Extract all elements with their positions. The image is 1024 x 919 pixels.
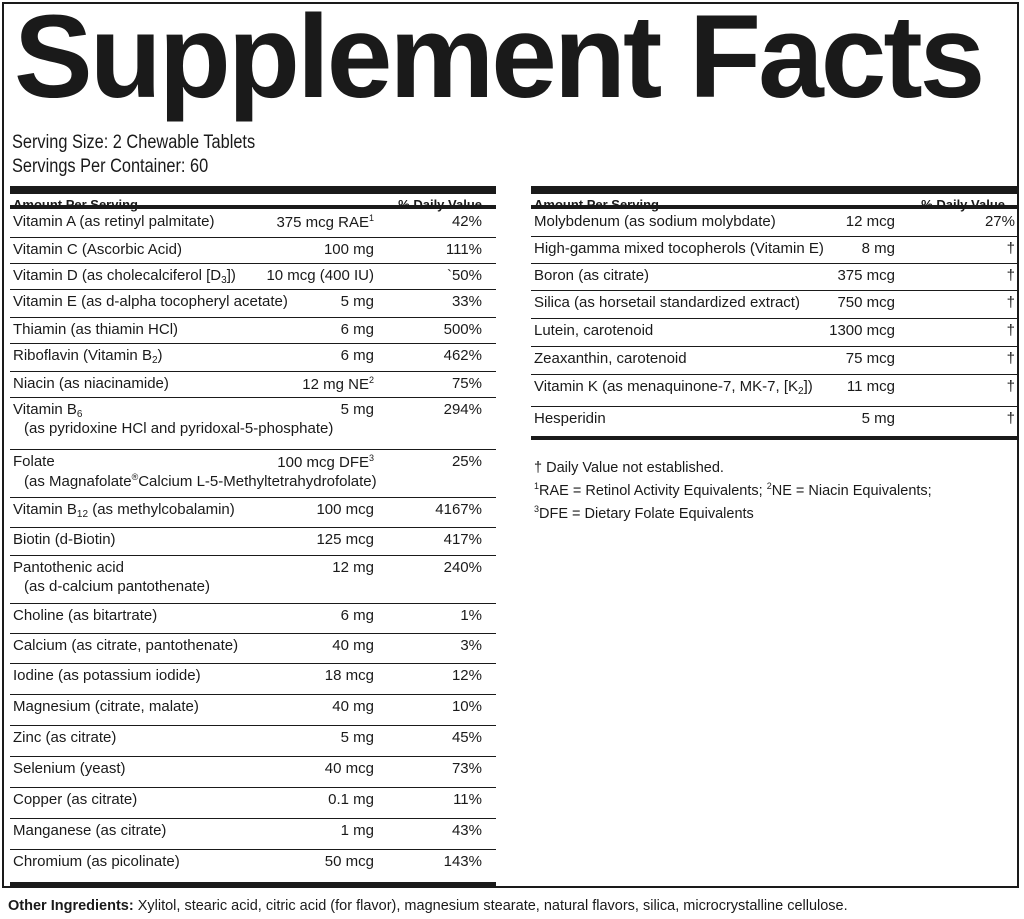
nutrient-name-text: Copper (as citrate) <box>13 791 138 808</box>
daily-value-header: % Daily Value <box>398 197 482 212</box>
nutrient-amount-text: 6 mg <box>340 347 374 364</box>
nutrient-name-subscript: 6 <box>76 409 83 420</box>
nutrient-amount-text: 100 mg <box>323 241 374 258</box>
nutrient-amount-text: 750 mcg <box>837 294 895 311</box>
nutrient-row <box>10 289 496 318</box>
nutrient-name-text: ]) <box>226 267 236 284</box>
nutrient-daily-value: 11% <box>453 791 482 808</box>
nutrient-amount <box>847 378 895 395</box>
nutrient-row <box>531 209 1019 237</box>
nutrient-amount-text: 1300 mcg <box>829 322 895 339</box>
nutrient-row <box>10 209 496 238</box>
nutrient-name <box>13 293 288 310</box>
nutrient-name <box>13 853 180 870</box>
nutrient-daily-value: 294% <box>443 401 482 418</box>
nutrient-amount-text: 10 mcg (400 IU) <box>266 267 374 284</box>
nutrient-amount-text: 125 mcg <box>316 531 374 548</box>
nutrient-name-text: Vitamin C (Ascorbic Acid) <box>13 241 182 258</box>
nutrient-row <box>10 663 496 695</box>
nutrient-amount <box>328 791 374 808</box>
nutrient-source <box>24 472 377 490</box>
nutrient-row <box>531 346 1019 375</box>
nutrient-name-text: Hesperidin <box>534 410 606 427</box>
nutrient-name <box>534 410 606 427</box>
nutrient-amount-text: 375 mcg RAE <box>276 214 369 231</box>
nutrient-daily-value: † <box>1006 410 1015 427</box>
nutrient-amount-text: 12 mcg <box>845 213 895 230</box>
nutrient-name <box>13 760 126 777</box>
nutrient-amount-text: 75 mcg <box>845 350 895 367</box>
nutrient-amount <box>332 559 374 576</box>
nutrient-amount-text: 1 mg <box>340 822 374 839</box>
right-nutrient-table <box>531 186 1019 452</box>
nutrient-daily-value: 45% <box>451 729 482 746</box>
nutrient-source-text: (as Magnafolate <box>24 473 132 490</box>
nutrient-row <box>531 263 1019 291</box>
nutrient-name-text: Calcium (as citrate, pantothenate) <box>13 637 239 654</box>
nutrient-amount-text: 5 mg <box>340 729 374 746</box>
nutrient-daily-value: 75% <box>451 375 482 392</box>
nutrient-row <box>10 787 496 819</box>
footnote-mark: 2 <box>368 375 374 385</box>
nutrient-daily-value: † <box>1006 240 1015 257</box>
nutrient-daily-value: 143% <box>443 853 482 870</box>
footnote-2-mark: 2 <box>766 481 772 491</box>
footnote-mark: 1 <box>368 213 374 223</box>
footnote-dagger: † Daily Value not established. <box>534 460 724 476</box>
nutrient-name-subscript: 12 <box>76 509 89 520</box>
nutrient-source <box>24 420 333 437</box>
nutrient-name-text: Vitamin A (as retinyl palmitate) <box>13 213 215 230</box>
nutrient-amount <box>846 213 895 230</box>
nutrient-amount <box>341 293 374 310</box>
nutrient-source-text: (as pyridoxine HCl and pyridoxal-5-phosphate) <box>24 420 334 437</box>
nutrient-daily-value: 10% <box>451 698 482 715</box>
nutrient-amount <box>341 321 374 338</box>
nutrient-name-text: Magnesium (citrate, malate) <box>13 698 199 715</box>
nutrient-name <box>13 267 236 286</box>
nutrient-row <box>10 725 496 757</box>
nutrient-row <box>10 756 496 788</box>
nutrient-amount <box>846 350 895 367</box>
nutrient-name-text: Vitamin E (as d-alpha tocopheryl acetate) <box>13 293 288 310</box>
daily-value-header: % Daily Value <box>921 197 1005 212</box>
footnote-3-text: DFE = Dietary Folate Equivalents <box>539 506 754 522</box>
nutrient-amount <box>266 267 374 284</box>
nutrient-amount <box>341 401 374 418</box>
nutrient-name-text: (as methylcobalamin) <box>88 501 235 518</box>
nutrient-name-text: Vitamin K (as menaquinone-7, MK-7, [K <box>534 378 799 395</box>
nutrient-row <box>10 497 496 528</box>
supplement-facts-panel <box>2 2 1019 888</box>
nutrient-daily-value: 43% <box>451 822 482 839</box>
nutrient-name <box>13 791 137 808</box>
nutrient-name <box>13 698 199 715</box>
nutrient-daily-value: `50% <box>446 267 482 284</box>
footnote-2-text: NE = Niacin Equivalents; <box>771 483 932 499</box>
nutrient-amount <box>277 453 374 471</box>
nutrient-name-text: Silica (as horsetail standardized extract) <box>534 294 800 311</box>
nutrient-name <box>534 240 824 257</box>
nutrient-amount <box>862 240 895 257</box>
nutrient-name-text: Vitamin D (as cholecalciferol [D <box>13 267 222 284</box>
nutrient-amount <box>316 501 374 518</box>
nutrient-source-text: (as d-calcium pantothenate) <box>24 578 210 595</box>
nutrient-daily-value: 240% <box>443 559 482 576</box>
nutrient-amount-text: 50 mcg <box>324 853 374 870</box>
nutrient-name-text: Vitamin B <box>13 501 77 518</box>
nutrient-name <box>534 267 649 284</box>
nutrient-daily-value: 33% <box>451 293 482 310</box>
nutrient-daily-value: 27% <box>984 213 1015 230</box>
nutrient-name-text: ) <box>157 347 163 364</box>
serving-size: Serving Size: 2 Chewable Tablets <box>12 132 256 153</box>
nutrient-row <box>531 406 1019 440</box>
nutrient-name-text: Vitamin B <box>13 401 77 418</box>
nutrient-row <box>10 603 496 634</box>
nutrient-daily-value: † <box>1006 294 1015 311</box>
footnote-dfe <box>534 500 932 523</box>
nutrient-name <box>13 347 163 366</box>
nutrient-daily-value: 3% <box>460 637 482 654</box>
nutrient-name <box>13 241 182 258</box>
nutrient-amount <box>341 729 374 746</box>
nutrient-name-text: Choline (as bitartrate) <box>13 607 158 624</box>
nutrient-amount-text: 40 mg <box>332 698 374 715</box>
servings-per-container: Servings Per Container: 60 <box>12 156 209 177</box>
nutrient-daily-value: † <box>1006 322 1015 339</box>
nutrient-name <box>13 822 166 839</box>
nutrient-amount <box>341 607 374 624</box>
nutrient-name <box>13 375 169 392</box>
other-ingredients-text: Xylitol, stearic acid, citric acid (for flavor), magnesium stearate, natural flavors, silica, microcrystalline cellulose. <box>133 898 848 914</box>
nutrient-name <box>13 401 82 420</box>
nutrient-amount-text: 12 mg <box>332 559 374 576</box>
nutrient-row <box>531 318 1019 347</box>
nutrient-row <box>10 317 496 344</box>
nutrient-name-text: Thiamin (as thiamin HCl) <box>13 321 179 338</box>
footnote-1-text: RAE = Retinol Activity Equivalents; <box>539 483 767 499</box>
nutrient-amount <box>862 410 895 427</box>
nutrient-row <box>531 374 1019 407</box>
nutrient-daily-value: 462% <box>443 347 482 364</box>
nutrient-name-text: Zeaxanthin, carotenoid <box>534 350 687 367</box>
nutrient-name <box>534 213 776 230</box>
nutrient-name-text: Boron (as citrate) <box>534 267 650 284</box>
nutrient-name-subscript: 2 <box>798 386 804 397</box>
nutrient-name <box>13 213 214 230</box>
nutrient-name-text: ]) <box>803 378 813 395</box>
registered-mark: ® <box>131 472 139 482</box>
nutrient-name-text: Iodine (as potassium iodide) <box>13 667 201 684</box>
nutrient-daily-value: 73% <box>451 760 482 777</box>
nutrient-source-text: Calcium L-5-Methyltetrahydrofolate) <box>138 473 377 490</box>
nutrient-name <box>534 322 653 339</box>
nutrient-name <box>13 559 124 576</box>
nutrient-amount <box>341 347 374 364</box>
nutrient-row <box>10 237 496 264</box>
nutrient-name-text: Manganese (as citrate) <box>13 822 167 839</box>
nutrient-name-text: Folate <box>13 453 55 470</box>
nutrient-daily-value: 25% <box>451 453 482 470</box>
nutrient-name <box>13 321 178 338</box>
nutrient-row <box>10 633 496 664</box>
nutrient-name-text: Biotin (d-Biotin) <box>13 531 116 548</box>
nutrient-name <box>13 637 238 654</box>
page-title: Supplement Facts <box>14 0 983 123</box>
nutrient-name-text: Molybdenum (as sodium molybdate) <box>534 213 776 230</box>
nutrient-amount <box>276 213 374 231</box>
left-table-header <box>10 186 496 212</box>
amount-per-serving-header: Amount Per Serving <box>13 197 138 212</box>
nutrient-name <box>13 531 116 548</box>
nutrient-name-subscript: 3 <box>221 275 227 286</box>
nutrient-amount-text: 100 mcg <box>316 501 374 518</box>
nutrient-name <box>13 667 201 684</box>
nutrient-row <box>10 343 496 372</box>
nutrient-amount <box>325 667 374 684</box>
nutrient-amount <box>325 760 374 777</box>
nutrient-amount-text: 11 mcg <box>846 378 895 395</box>
footnotes <box>534 459 932 523</box>
nutrient-name-text: Lutein, carotenoid <box>534 322 654 339</box>
left-nutrient-table <box>10 186 496 888</box>
nutrient-amount-text: 100 mcg DFE <box>277 454 369 471</box>
nutrient-amount <box>837 267 895 284</box>
nutrient-daily-value: 12% <box>451 667 482 684</box>
nutrient-row <box>531 236 1019 264</box>
nutrient-row <box>531 290 1019 319</box>
nutrient-name <box>13 729 116 746</box>
amount-per-serving-header: Amount Per Serving <box>534 197 659 212</box>
nutrient-amount <box>332 637 374 654</box>
nutrient-row <box>10 397 496 450</box>
nutrient-name-text: Riboflavin (Vitamin B <box>13 347 152 364</box>
nutrient-amount-text: 5 mg <box>340 401 374 418</box>
nutrient-name <box>13 501 235 520</box>
nutrient-name <box>534 378 813 397</box>
nutrient-name-text: Pantothenic acid <box>13 559 124 576</box>
nutrient-daily-value: † <box>1006 378 1015 395</box>
nutrient-name <box>534 294 800 311</box>
nutrient-daily-value: 111% <box>445 241 482 258</box>
nutrient-row <box>10 849 496 886</box>
nutrient-name-text: Niacin (as niacinamide) <box>13 375 169 392</box>
nutrient-row <box>10 555 496 604</box>
nutrient-name-text: Chromium (as picolinate) <box>13 853 180 870</box>
nutrient-row <box>10 449 496 498</box>
nutrient-name <box>13 453 55 470</box>
nutrient-row <box>10 263 496 290</box>
nutrient-row <box>10 818 496 850</box>
nutrient-amount <box>316 531 374 548</box>
nutrient-amount-text: 18 mcg <box>324 667 374 684</box>
footnote-mark: 3 <box>368 453 374 463</box>
footnote-1-mark: 1 <box>534 481 540 491</box>
nutrient-amount <box>341 822 374 839</box>
nutrient-amount-text: 6 mg <box>340 607 374 624</box>
nutrient-name-text: Zinc (as citrate) <box>13 729 117 746</box>
nutrient-amount-text: 5 mg <box>861 410 895 427</box>
nutrient-amount <box>302 375 374 393</box>
nutrient-row <box>10 527 496 556</box>
nutrient-daily-value: † <box>1006 267 1015 284</box>
footnote-rae-ne <box>534 477 932 500</box>
nutrient-name-text: High-gamma mixed tocopherols (Vitamin E) <box>534 240 824 257</box>
nutrient-daily-value: 500% <box>443 321 482 338</box>
nutrient-amount <box>325 853 374 870</box>
nutrient-amount <box>332 698 374 715</box>
nutrient-amount-text: 8 mg <box>861 240 895 257</box>
nutrient-daily-value: 42% <box>451 213 482 230</box>
nutrient-name-text: Selenium (yeast) <box>13 760 126 777</box>
nutrient-daily-value: † <box>1006 350 1015 367</box>
nutrient-row <box>10 371 496 398</box>
nutrient-daily-value: 4167% <box>435 501 482 518</box>
nutrient-daily-value: 1% <box>460 607 482 624</box>
nutrient-name-subscript: 2 <box>151 355 158 366</box>
nutrient-amount-text: 40 mg <box>332 637 374 654</box>
nutrient-amount <box>837 294 895 311</box>
nutrient-daily-value: 417% <box>443 531 482 548</box>
nutrient-row <box>10 694 496 726</box>
nutrient-amount-text: 0.1 mg <box>328 791 374 808</box>
nutrient-amount <box>829 322 895 339</box>
nutrient-amount-text: 40 mcg <box>324 760 374 777</box>
nutrient-amount-text: 375 mcg <box>837 267 895 284</box>
nutrient-amount-text: 12 mg NE <box>302 376 369 393</box>
nutrient-amount-text: 6 mg <box>340 321 374 338</box>
nutrient-name <box>534 350 687 367</box>
nutrient-amount-text: 5 mg <box>340 293 374 310</box>
right-table-header <box>531 186 1019 212</box>
other-ingredients <box>8 898 848 914</box>
footnote-3-mark: 3 <box>534 504 540 514</box>
nutrient-amount <box>324 241 374 258</box>
nutrient-source <box>24 578 210 595</box>
nutrient-name <box>13 607 157 624</box>
other-ingredients-label: Other Ingredients: <box>8 898 134 914</box>
